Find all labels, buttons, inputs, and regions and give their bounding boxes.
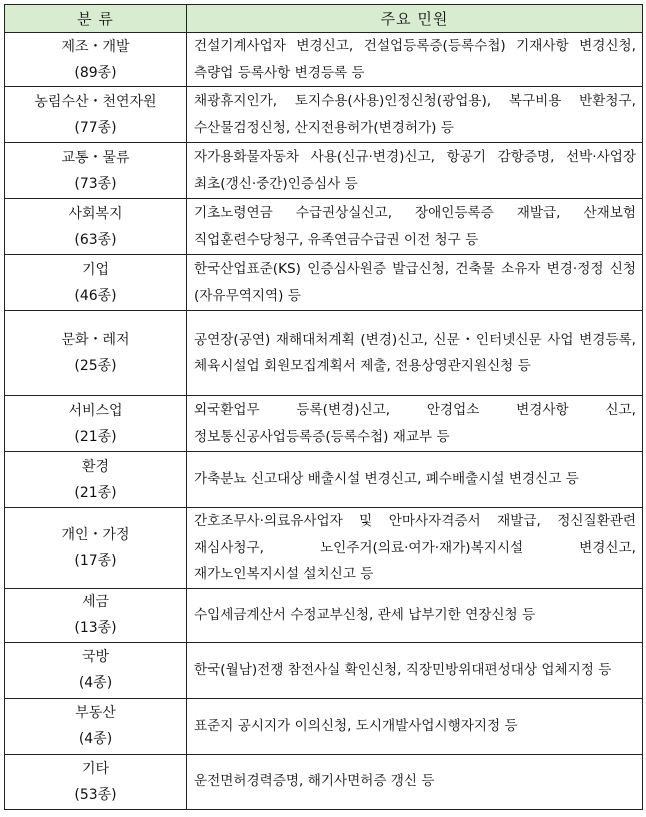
category-cell: [5, 396, 187, 452]
complaint-text: 채광휴지인가, 토지수용(사용)인정신청(광업용), 복구비용 반환청구, 수산물검정신청, 산지전용허가(변경허가) 등: [194, 93, 636, 136]
category-cell: [5, 588, 187, 642]
table-row: [5, 199, 643, 255]
table-row: [5, 698, 643, 754]
complaint-cell: [187, 508, 643, 589]
complaint-text: 표준지 공시지가 이의신청, 도시개발사업시행자지정 등: [194, 717, 518, 734]
category-cell: [5, 311, 187, 396]
table-row: [5, 508, 643, 589]
complaint-text: 공연장(공연) 재해대처계획 (변경)신고, 신문・인터넷신문 사업 변경등록, 체육시설업 회원모집계획서 제출, 전용상영관지원신청 등: [194, 331, 636, 374]
category-name: 기업: [81, 261, 110, 278]
category-count: (25종): [74, 358, 117, 374]
category-name: 세금: [81, 594, 110, 610]
table-row: [5, 754, 643, 809]
category-name: 제조・개발: [61, 38, 130, 55]
table-row: [5, 642, 643, 698]
category-cell: [5, 508, 187, 589]
category-count: (21종): [74, 484, 117, 501]
complaint-cell: [187, 199, 643, 255]
complaint-text: 자가용화물자동차 사용(신규·변경)신고, 항공기 감항증명, 선박·사업장 최초(갱신·중간)인증심사 등: [194, 149, 636, 192]
complaint-cell: [187, 33, 643, 87]
complaint-cell: [187, 87, 643, 143]
category-cell: [5, 698, 187, 754]
complaint-text: 운전면허경력증명, 해기사면허증 갱신 등: [194, 773, 435, 790]
table-row: [5, 396, 643, 452]
category-name: 국방: [81, 649, 110, 665]
complaint-cell: [187, 311, 643, 396]
complaint-text: 건설기계사업자 변경신고, 건설업등록증(등록수첩) 기재사항 변경신청, 측량업 등록사항 변경등록 등: [194, 38, 636, 81]
complaint-text: 간호조무사·의료유사업자 및 안마사자격증서 재발급, 정신질환관련 재심사청구, 노인주거(의료·여가·재가)복지시설 변경신고, 재가노인복지시설 설치신고 등: [194, 513, 636, 582]
category-cell: [5, 199, 187, 255]
table-row: [5, 452, 643, 508]
category-count: (17종): [74, 552, 117, 569]
category-count: (13종): [74, 620, 117, 636]
complaint-cell: [187, 588, 643, 642]
complaint-cell: [187, 698, 643, 754]
category-count: (89종): [74, 64, 117, 81]
category-cell: [5, 452, 187, 508]
header-category: 분 류: [5, 5, 187, 33]
table-row: [5, 87, 643, 143]
category-cell: [5, 642, 187, 698]
complaints-table: [4, 4, 643, 810]
complaint-cell: [187, 143, 643, 199]
complaint-text: 한국산업표준(KS) 인증심사원증 발급신청, 건축물 소유자 변경·정정 신청(자유무역지역) 등: [194, 261, 636, 304]
header-complaints: 주요 민원: [187, 5, 643, 33]
category-name: 기타: [81, 760, 110, 777]
complaint-text: 기초노령연금 수급권상실신고, 장애인등록증 재발급, 산재보험 직업훈련수당청구, 유족연금수급권 이전 청구 등: [194, 205, 636, 248]
complaint-text: 가축분뇨 신고대상 배출시설 변경신고, 폐수배출시설 변경신고 등: [194, 471, 579, 488]
category-cell: [5, 255, 187, 311]
category-count: (77종): [74, 119, 117, 136]
category-cell: [5, 754, 187, 809]
category-cell: [5, 33, 187, 87]
category-name: 개인・가정: [61, 526, 130, 543]
table-row: [5, 255, 643, 311]
category-count: (4종): [78, 731, 113, 747]
table-row: [5, 143, 643, 199]
category-cell: [5, 143, 187, 199]
complaint-cell: [187, 452, 643, 508]
category-name: 사회복지: [68, 205, 123, 222]
category-count: (53종): [74, 786, 117, 803]
category-name: 환경: [81, 458, 110, 475]
table-row: [5, 33, 643, 87]
category-name: 서비스업: [68, 402, 123, 419]
complaint-cell: [187, 642, 643, 698]
category-count: (4종): [78, 675, 113, 691]
complaint-text: 한국(월남)전쟁 참전사실 확인신청, 직장민방위대편성대상 업체지정 등: [194, 661, 612, 678]
category-count: (73종): [74, 175, 117, 192]
category-name: 교통・물류: [61, 149, 130, 166]
complaint-text: 외국환업무 등록(변경)신고, 안경업소 변경사항 신고, 정보통신공사업등록증(등록수첩) 재교부 등: [194, 402, 636, 445]
category-cell: [5, 87, 187, 143]
category-count: (21종): [74, 428, 117, 445]
complaint-text: 수입세금계산서 수정교부신청, 관세 납부기한 연장신청 등: [194, 606, 536, 623]
category-name: 농림수산・천연자원: [34, 93, 157, 110]
complaint-cell: [187, 396, 643, 452]
table-row: [5, 311, 643, 396]
table-row: [5, 588, 643, 642]
category-name: 부동산: [75, 705, 116, 721]
category-count: (46종): [74, 287, 117, 304]
category-count: (63종): [74, 231, 117, 248]
complaint-cell: [187, 255, 643, 311]
header-row: [5, 5, 643, 33]
complaint-cell: [187, 754, 643, 809]
category-name: 문화・레저: [61, 332, 130, 348]
